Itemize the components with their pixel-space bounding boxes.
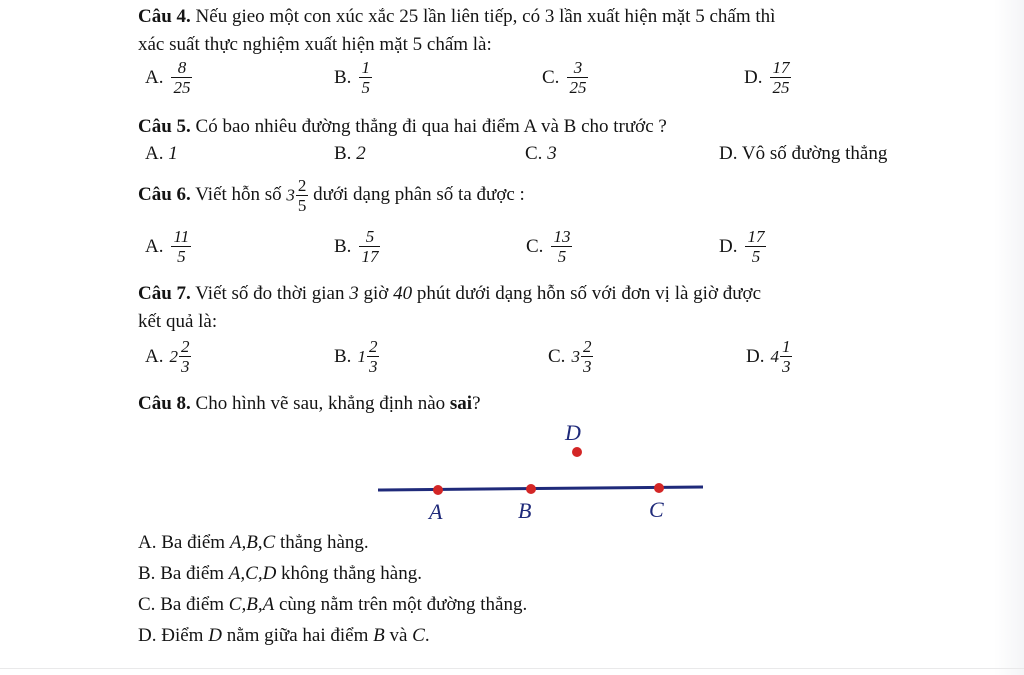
option-point-d: D	[208, 625, 222, 646]
option-label: C.	[138, 594, 156, 615]
q4-text-line2: xác suất thực nghiệm xuất hiện mặt 5 chấm là:	[138, 34, 492, 55]
q7-hours: 3	[349, 283, 359, 304]
option-label: D.	[138, 625, 157, 646]
q4-text: Nếu gieo một con xúc xắc 25 lần liên tiếp, có 3 lần xuất hiện mặt 5 chấm thì	[190, 6, 776, 27]
option-label: A.	[145, 235, 164, 257]
option-text: Điểm	[156, 625, 209, 646]
q7-minutes: 40	[393, 283, 413, 304]
q7-title: Câu 7.	[138, 283, 191, 304]
q8-title: Câu 8.	[138, 393, 191, 414]
option-label: D.	[719, 143, 738, 164]
whole-part: 3	[571, 346, 580, 366]
option-text-2: cùng nằm trên một đường thẳng.	[274, 594, 528, 615]
numerator: 2	[297, 175, 307, 195]
point-c	[654, 483, 664, 493]
option-point-c: C	[412, 625, 425, 646]
option-label: A.	[145, 66, 164, 88]
option-label: D.	[746, 345, 765, 367]
q5-title: Câu 5.	[138, 116, 191, 137]
denominator: 3	[582, 357, 592, 376]
numerator: 8	[177, 58, 187, 77]
numerator: 5	[365, 227, 375, 246]
option-text: Ba điểm	[155, 563, 229, 584]
q5-text: Có bao nhiêu đường thẳng đi qua hai điểm A và B cho trước ?	[190, 116, 667, 137]
option-text: Ba điểm	[156, 532, 230, 553]
q7-text-2: giờ	[358, 283, 394, 304]
q8-text-after: ?	[472, 393, 481, 414]
option-label: C.	[525, 143, 543, 164]
whole-part: 4	[770, 346, 779, 366]
point-b	[526, 484, 536, 494]
option-text-2: nằm giữa hai điểm	[221, 625, 374, 646]
denominator: 17	[361, 247, 379, 266]
point-d	[572, 447, 582, 457]
denominator: 5	[361, 78, 370, 97]
option-point-b: B	[373, 625, 385, 646]
label-d: D	[565, 420, 581, 445]
option-label: C.	[542, 66, 560, 88]
option-label: B.	[138, 563, 156, 584]
option-label: C.	[548, 345, 566, 367]
numerator: 17	[747, 227, 765, 246]
q8-option-c[interactable]	[138, 594, 527, 616]
numerator: 3	[573, 58, 583, 77]
option-points: A,C,D	[228, 563, 277, 584]
option-label: A.	[138, 532, 157, 553]
q8-option-b[interactable]	[138, 563, 422, 585]
numerator: 17	[772, 58, 790, 77]
option-text-2: thẳng hàng.	[275, 532, 369, 553]
label-b: B	[518, 498, 532, 523]
point-a	[433, 485, 443, 495]
option-text: Ba điểm	[155, 594, 229, 615]
numerator: 2	[180, 337, 190, 356]
q8-text: Cho hình vẽ sau, khẳng định nào	[190, 393, 450, 414]
option-text-2: không thẳng hàng.	[276, 563, 422, 584]
numerator: 2	[582, 337, 592, 356]
label-c: C	[649, 497, 664, 522]
whole-part: 1	[357, 346, 366, 366]
denominator: 25	[772, 78, 790, 97]
q4-title: Câu 4.	[138, 6, 191, 27]
denominator: 5	[751, 247, 761, 266]
option-points: A,B,C	[229, 532, 276, 553]
option-points: C,B,A	[228, 594, 275, 615]
option-value: 2	[356, 143, 366, 164]
whole-part: 3	[286, 185, 295, 204]
whole-part: 2	[169, 346, 178, 366]
q6-text-after: dưới dạng phân số ta được :	[308, 184, 525, 205]
q8-option-d[interactable]	[138, 625, 430, 647]
numerator: 1	[361, 58, 370, 77]
numerator: 11	[173, 227, 190, 246]
option-label: A.	[145, 143, 164, 164]
q7-text-line2: kết quả là:	[138, 311, 218, 332]
q7-text: Viết số đo thời gian	[190, 283, 350, 304]
option-label: C.	[526, 235, 544, 257]
q7-text-3: phút dưới dạng hỗn số với đơn vị là giờ được	[412, 283, 762, 304]
option-label: B.	[334, 345, 352, 367]
option-label: B.	[334, 235, 352, 257]
denominator: 25	[173, 78, 191, 97]
denominator: 25	[569, 78, 587, 97]
option-text-3: và	[384, 625, 413, 646]
option-label: B.	[334, 66, 352, 88]
denominator: 3	[368, 357, 378, 376]
numerator: 1	[781, 337, 791, 356]
denominator: 3	[180, 357, 190, 376]
label-a: A	[429, 499, 443, 524]
denominator: 5	[557, 247, 567, 266]
option-label: B.	[334, 143, 352, 164]
option-label: D.	[744, 66, 763, 88]
option-label: D.	[719, 235, 738, 257]
denominator: 3	[781, 357, 791, 376]
q6-title: Câu 6.	[138, 184, 191, 205]
option-value: 3	[547, 143, 557, 164]
denominator: 5	[297, 195, 307, 215]
option-text-4: .	[424, 625, 430, 646]
denominator: 5	[177, 247, 186, 266]
numerator: 13	[553, 227, 571, 246]
q8-option-a[interactable]	[138, 532, 369, 554]
numerator: 2	[368, 337, 378, 356]
q6-text: Viết hỗn số	[190, 184, 287, 205]
q8-text-bold: sai	[449, 393, 473, 414]
option-value: 1	[168, 143, 178, 164]
option-value: Vô số đường thẳng	[741, 143, 888, 164]
option-label: A.	[145, 345, 164, 367]
